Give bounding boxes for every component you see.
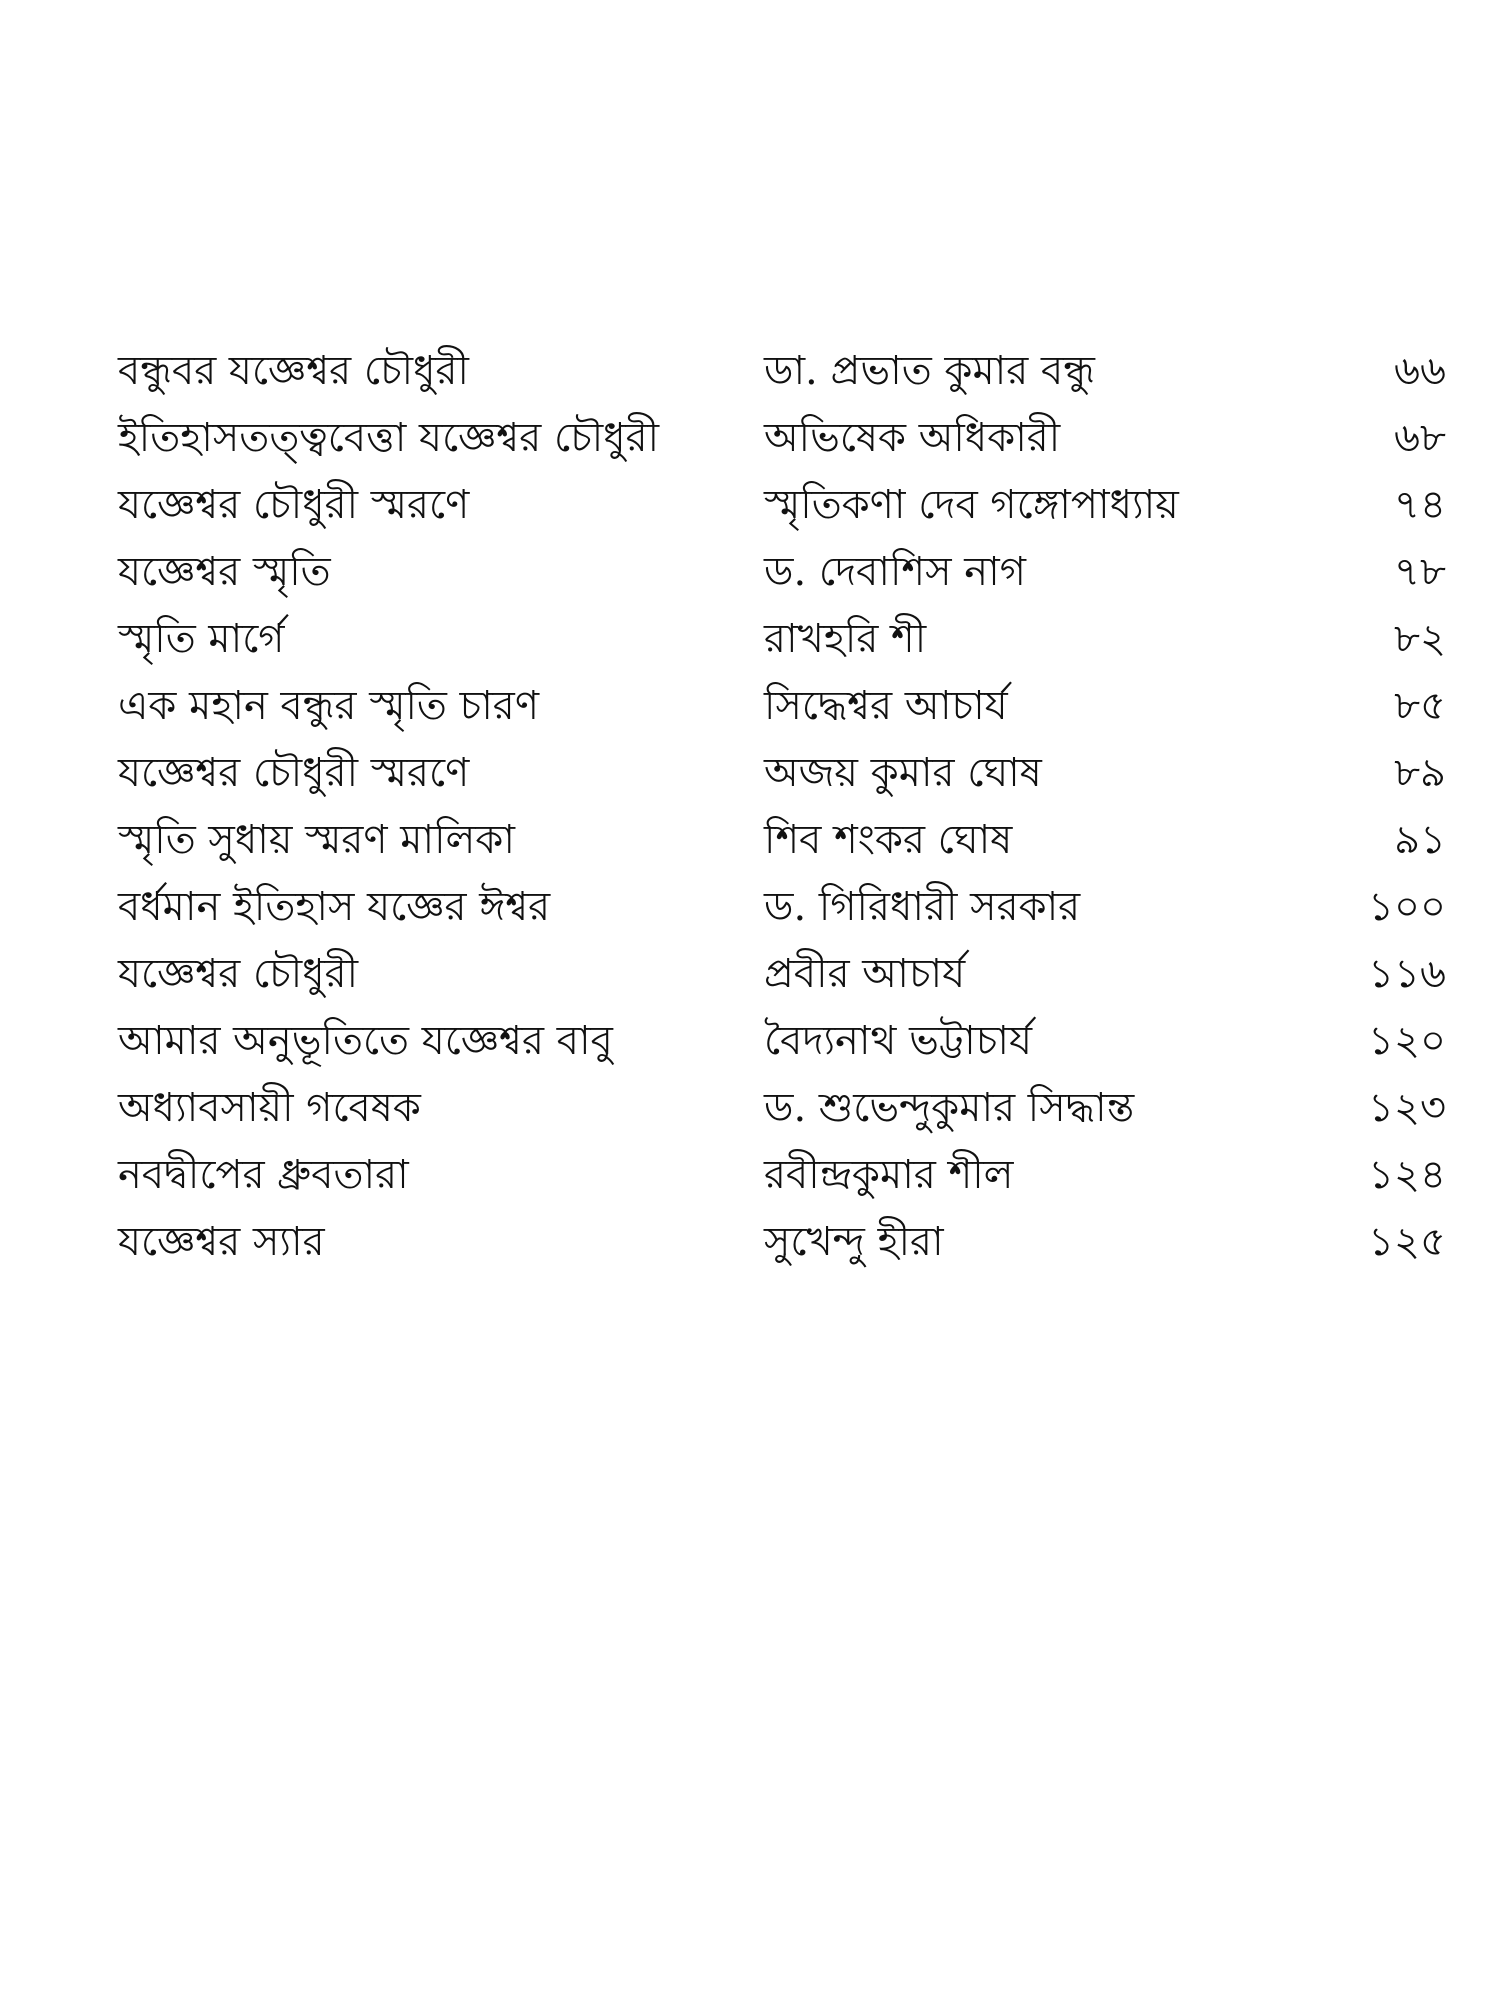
toc-title: ইতিহাসতত্ত্ববেত্তা যজ্ঞেশ্বর চৌধুরী [118, 415, 660, 461]
toc-title: বর্ধমান ইতিহাস যজ্ঞের ঈশ্বর [118, 884, 551, 930]
toc-title: আমার অনুভূতিতে যজ্ঞেশ্বর বাবু [118, 1018, 613, 1064]
toc-author: রাখহরি শী [764, 616, 927, 662]
toc-page-number: ৭৮ [1394, 549, 1446, 595]
toc-page-number: ১২৫ [1368, 1219, 1446, 1265]
toc-row [118, 874, 1446, 941]
toc-title: যজ্ঞেশ্বর স্মৃতি [118, 549, 331, 595]
toc-page-number: ১২০ [1368, 1018, 1446, 1064]
toc-row [118, 338, 1446, 405]
toc-author: রবীন্দ্রকুমার শীল [764, 1152, 1014, 1198]
toc-page-number: ৮৫ [1394, 683, 1446, 729]
toc-title: যজ্ঞেশ্বর চৌধুরী স্মরণে [118, 750, 470, 796]
toc-title: যজ্ঞেশ্বর চৌধুরী স্মরণে [118, 482, 470, 528]
toc-page-number: ১১৬ [1368, 951, 1446, 997]
toc-row [118, 941, 1446, 1008]
toc-author: সিদ্ধেশ্বর আচার্য [764, 683, 1008, 729]
toc-page-number: ৬৮ [1394, 415, 1446, 461]
toc-author: ড. শুভেন্দুকুমার সিদ্ধান্ত [764, 1085, 1135, 1131]
toc-page-number: ৬৬ [1393, 348, 1446, 394]
toc-row [118, 673, 1446, 740]
toc-row [118, 740, 1446, 807]
toc-author: অজয় কুমার ঘোষ [764, 750, 1042, 796]
toc-page-number: ১০০ [1368, 884, 1446, 930]
toc-author: অভিষেক অধিকারী [764, 415, 1061, 461]
toc-row [118, 405, 1446, 472]
toc-title: এক মহান বন্ধুর স্মৃতি চারণ [118, 683, 540, 729]
toc-page-number: ৮২ [1394, 616, 1446, 662]
toc-title: স্মৃতি সুধায় স্মরণ মালিকা [118, 817, 515, 863]
toc-row [118, 1075, 1446, 1142]
toc-title: নবদ্বীপের ধ্রুবতারা [118, 1152, 409, 1198]
toc-row [118, 1209, 1446, 1276]
toc-author: সুখেন্দু হীরা [764, 1219, 944, 1265]
toc-page-number: ১২৪ [1368, 1152, 1446, 1198]
toc-page-number: ৮৯ [1394, 750, 1446, 796]
toc-title: অধ্যাবসায়ী গবেষক [118, 1085, 421, 1131]
toc-title: স্মৃতি মার্গে [118, 616, 285, 662]
toc-author: ড. দেবাশিস নাগ [764, 549, 1026, 595]
toc-title: বন্ধুবর যজ্ঞেশ্বর চৌধুরী [118, 348, 469, 394]
toc-row [118, 1008, 1446, 1075]
toc-author: ড. গিরিধারী সরকার [764, 884, 1081, 930]
toc-row [118, 472, 1446, 539]
toc-row [118, 606, 1446, 673]
toc-title: যজ্ঞেশ্বর স্যার [118, 1219, 325, 1265]
toc-author: স্মৃতিকণা দেব গঙ্গোপাধ্যায় [764, 482, 1179, 528]
toc-author: বৈদ্যনাথ ভট্টাচার্য [764, 1018, 1033, 1064]
toc-author: শিব শংকর ঘোষ [764, 817, 1013, 863]
toc-page-number: ১২৩ [1368, 1085, 1446, 1131]
toc-author: প্রবীর আচার্য [764, 951, 966, 997]
toc-title: যজ্ঞেশ্বর চৌধুরী [118, 951, 359, 997]
toc-page-number: ৯১ [1394, 817, 1446, 863]
toc-row [118, 807, 1446, 874]
toc-page-number: ৭৪ [1394, 482, 1446, 528]
toc-row [118, 539, 1446, 606]
table-of-contents [118, 338, 1446, 1276]
toc-row [118, 1142, 1446, 1209]
toc-author: ডা. প্রভাত কুমার বন্ধু [764, 348, 1095, 394]
